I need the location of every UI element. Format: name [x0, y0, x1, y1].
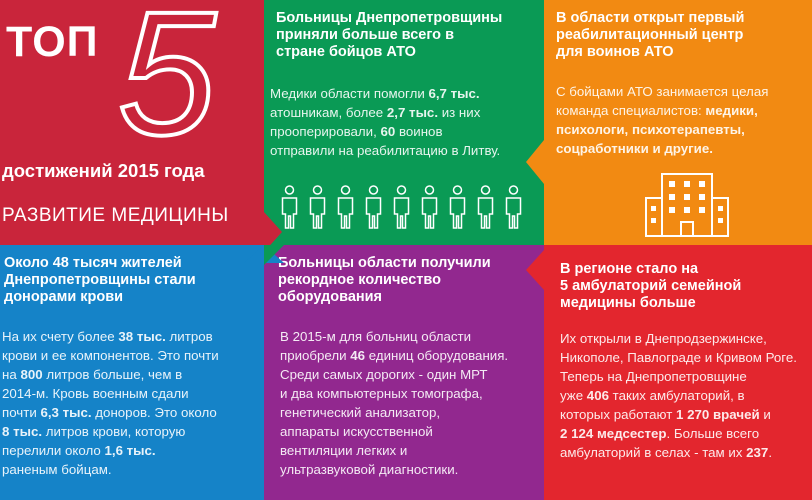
top-word: ТОП	[6, 18, 99, 66]
blood-donors-body: На их счету более 38 тыс. литров крови и ее компонентов. Это почти на 800 литров больше, чем в 2014-м. Кровь военным сдали почти 6,3 тыс. доноров. Это около 8 тыс. литров крови, которую перелили около 1,6 тыс. раненым бойцам.	[2, 329, 219, 477]
hospitals-ato-body: Медики области помогли 6,7 тыс. атошникам, более 2,7 тыс. из них прооперировали, 60 воинов отправили на реабилитацию в Литву.	[270, 86, 501, 158]
hospitals-ato-title: Больницы Днепропетровщины приняли больше всего в стране бойцов АТО	[276, 10, 503, 60]
notch-decoration	[526, 140, 544, 184]
blood-donors-panel	[0, 245, 264, 500]
blood-donors-title: Около 48 тысяч жителей Днепропетровщины стали донорами крови	[4, 255, 196, 305]
person-icon	[307, 185, 328, 229]
rehab-panel	[544, 0, 812, 245]
person-icon	[391, 185, 412, 229]
person-icon	[335, 185, 356, 229]
hospitals-ato-panel	[264, 0, 544, 245]
equipment-title: Больницы области получили рекордное количество оборудования	[278, 255, 491, 305]
person-icon	[503, 185, 524, 229]
person-icon	[279, 185, 300, 229]
building-icon	[644, 168, 730, 238]
achievements-caption: достижений 2015 года	[2, 160, 205, 181]
equipment-body: В 2015-м для больниц области приобрели 46 единиц оборудования. Среди самых дорогих - один МРТ и два компьютерных томографа, генетический анализатор, аппараты искусственной вентиляции легких и ультразвуковой диагностики.	[280, 329, 509, 477]
ambulatory-body: Их открыли в Днепродзержинске, Никополе, Павлограде и Кривом Роге. Теперь на Днепропетровщине уже 406 таких амбулаторий, в которых работают 1 270 врачей и 2 124 медсестер. Больше всего амбулаторий в селах - там их 237.	[560, 331, 797, 460]
subject-caption: РАЗВИТИЕ МЕДИЦИНЫ	[2, 205, 229, 226]
ambulatory-panel	[544, 245, 812, 500]
person-icon	[363, 185, 384, 229]
big-number-five: 5	[118, 0, 216, 172]
ambulatory-title: В регионе стало на 5 амбулаторий семейной медицины больше	[560, 261, 742, 311]
rehab-title: В области открыт первый реабилитационный центр для воинов АТО	[556, 10, 745, 60]
top5-panel	[0, 0, 264, 245]
equipment-panel	[264, 245, 544, 500]
person-icon	[447, 185, 468, 229]
person-icon	[419, 185, 440, 229]
notch-decoration	[526, 250, 544, 290]
person-icon	[475, 185, 496, 229]
notch-decoration	[264, 245, 284, 265]
rehab-body: С бойцами АТО занимается целая команда специалистов: медики, психологи, психотерапевты, соцработники и другие.	[556, 84, 769, 156]
soldier-figures-icon	[279, 185, 524, 229]
